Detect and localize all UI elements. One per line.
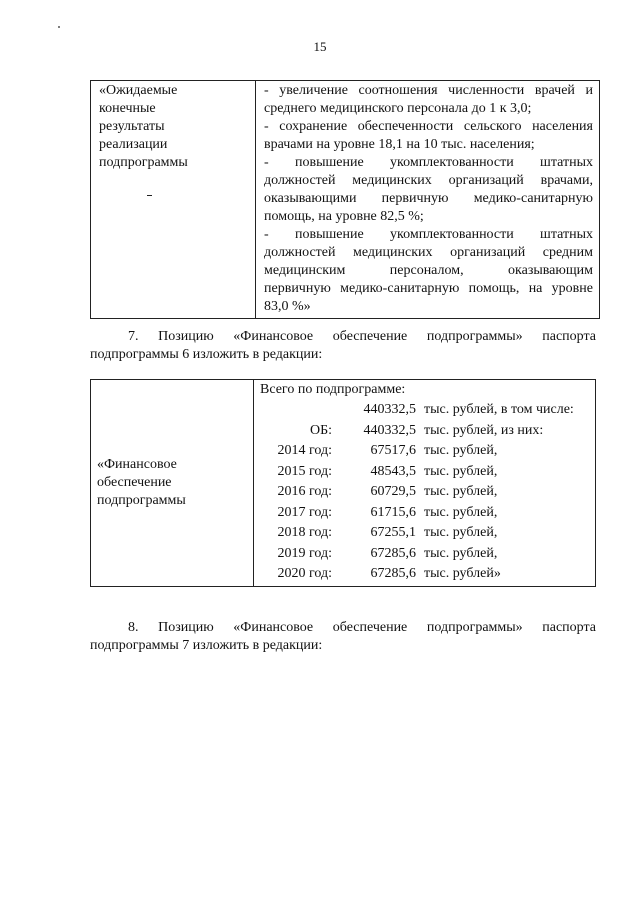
item-line: первичную медико-санитарную помощь, на уровне — [264, 281, 593, 296]
financing-table — [90, 379, 596, 587]
result-item — [264, 226, 593, 316]
financing-unit: тыс. рублей, из них: — [424, 422, 544, 438]
financing-value: 67255,1 — [370, 525, 416, 541]
financing-unit: тыс. рублей, — [424, 545, 498, 561]
financing-value: 440332,5 — [363, 422, 416, 438]
financing-row — [260, 482, 595, 503]
expected-results-table — [90, 80, 600, 319]
financing-year: 2018 год: — [277, 525, 332, 541]
financing-row — [260, 503, 595, 524]
financing-row — [260, 523, 595, 544]
item-line: среднего медицинского персонала до 1 к 3,0; — [264, 101, 532, 116]
financing-row — [260, 421, 595, 442]
financing-row — [260, 564, 595, 585]
label-line: результаты — [99, 119, 165, 134]
label-line: реализации — [99, 137, 168, 152]
financing-year: 2020 год: — [277, 566, 332, 582]
paragraph-line: подпрограммы 6 изложить в редакции: — [90, 347, 323, 362]
page-number: 15 — [313, 39, 327, 54]
item-line: - повышение укомплектованности штатных — [264, 155, 593, 170]
financing-row — [260, 441, 595, 462]
financing-year: 2019 год: — [277, 545, 332, 561]
item-line: - повышение укомплектованности штатных — [264, 227, 593, 242]
financing-unit: тыс. рублей, в том числе: — [424, 402, 574, 418]
paragraph-line: 8. Позицию «Финансовое обеспечение подпрограммы» паспорта — [128, 620, 596, 635]
item-line: помощь, на уровне 82,5 %; — [264, 209, 424, 224]
financing-value: 440332,5 — [363, 402, 416, 418]
financing-unit: тыс. рублей, — [424, 484, 498, 500]
financing-value: 60729,5 — [370, 484, 416, 500]
financing-year: ОБ: — [309, 422, 332, 438]
paragraph-8 — [90, 619, 596, 655]
label-line: подпрограммы — [99, 155, 188, 170]
financing-value: 67517,6 — [370, 443, 416, 459]
dash-mark — [147, 195, 152, 196]
expected-results-label-cell — [91, 81, 256, 319]
item-line: врачами на уровне 18,1 на 10 тыс. населения; — [264, 137, 535, 152]
item-line: 83,0 %» — [264, 299, 311, 314]
financing-year: 2015 год: — [277, 463, 332, 479]
result-item — [264, 118, 593, 154]
financing-row — [260, 544, 595, 565]
item-line: - увеличение соотношения численности врачей и — [264, 83, 593, 98]
expected-results-content-cell — [256, 81, 600, 319]
item-line: оказывающими первичную медико-санитарную — [264, 191, 593, 206]
financing-unit: тыс. рублей, — [424, 463, 498, 479]
paragraph-7 — [90, 328, 596, 364]
financing-value: 48543,5 — [370, 463, 416, 479]
item-line: должностей медицинских организаций врачами, — [264, 173, 593, 188]
item-line: медицинским персоналом, оказывающим — [264, 263, 593, 278]
financing-value: 67285,6 — [370, 566, 416, 582]
financing-unit: тыс. рублей, — [424, 443, 498, 459]
financing-year: 2016 год: — [277, 484, 332, 500]
scan-speck — [58, 26, 60, 28]
item-line: должностей медицинских организаций средним — [264, 245, 593, 260]
financing-year: 2017 год: — [277, 504, 332, 520]
label-line: «Ожидаемые — [99, 83, 178, 98]
label-line: подпрограммы — [97, 492, 186, 508]
financing-row — [260, 400, 595, 421]
label-line: обеспечение — [97, 474, 172, 490]
paragraph-line: 7. Позицию «Финансовое обеспечение подпрограммы» паспорта — [128, 329, 596, 344]
financing-year: 2014 год: — [277, 443, 332, 459]
financing-header: Всего по подпрограмме: — [260, 382, 406, 397]
financing-value: 67285,6 — [370, 545, 416, 561]
result-item — [264, 154, 593, 226]
financing-label-cell — [91, 380, 254, 587]
financing-unit: тыс. рублей, — [424, 525, 498, 541]
financing-unit: тыс. рублей, — [424, 504, 498, 520]
financing-unit: тыс. рублей» — [424, 566, 501, 582]
paragraph-line: подпрограммы 7 изложить в редакции: — [90, 638, 323, 653]
result-item — [264, 82, 593, 118]
financing-value: 61715,6 — [370, 504, 416, 520]
financing-content-cell — [254, 380, 596, 587]
label-line: «Финансовое — [97, 456, 177, 472]
label-line: конечные — [99, 101, 156, 116]
financing-row — [260, 462, 595, 483]
item-line: - сохранение обеспеченности сельского населения — [264, 119, 593, 134]
